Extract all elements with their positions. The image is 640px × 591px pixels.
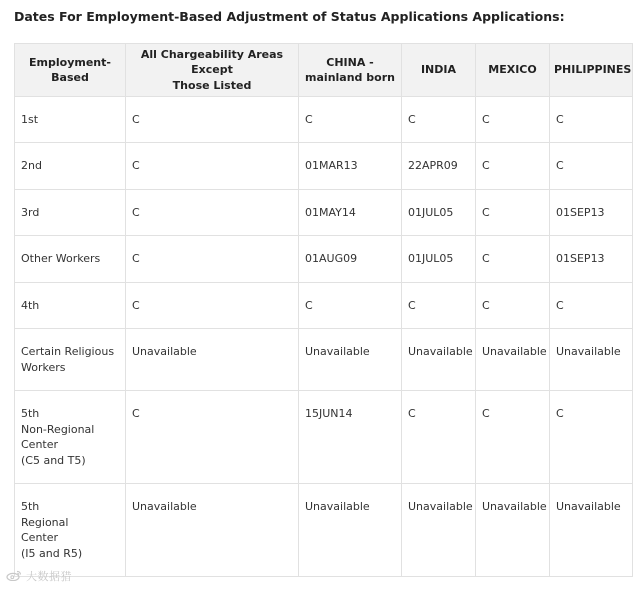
table-cell: Unavailable <box>402 329 476 391</box>
table-cell: 01JUL05 <box>402 190 476 236</box>
table-row <box>15 329 633 391</box>
table-cell: C <box>550 97 633 143</box>
page-title: Dates For Employment-Based Adjustment of Status Applications Applications: <box>14 9 565 24</box>
watermark <box>6 568 72 584</box>
table-cell: C <box>550 283 633 329</box>
header-row <box>15 44 633 97</box>
row-category-cell: 4th <box>15 283 126 329</box>
table-cell: C <box>402 97 476 143</box>
table-cell: C <box>126 143 299 190</box>
table-cell: C <box>126 283 299 329</box>
table-row <box>15 283 633 329</box>
table-cell: C <box>476 236 550 283</box>
table-cell: C <box>476 283 550 329</box>
row-category-cell: 3rd <box>15 190 126 236</box>
table-row <box>15 391 633 484</box>
row-category-cell: 5th Regional Center (I5 and R5) <box>15 484 126 577</box>
header-employment-based: Employment- Based <box>15 44 126 97</box>
table-cell: 01AUG09 <box>299 236 402 283</box>
row-category-cell: Certain Religious Workers <box>15 329 126 391</box>
watermark-text: 大数据猎 <box>26 570 72 583</box>
table-cell: C <box>126 391 299 484</box>
table-cell: Unavailable <box>402 484 476 577</box>
table-cell: C <box>402 283 476 329</box>
table-cell: C <box>476 143 550 190</box>
table-cell: 01SEP13 <box>550 190 633 236</box>
header-mexico: MEXICO <box>476 44 550 97</box>
table-row <box>15 236 633 283</box>
row-category-cell: 2nd <box>15 143 126 190</box>
table-cell: Unavailable <box>126 484 299 577</box>
header-india: INDIA <box>402 44 476 97</box>
table-cell: Unavailable <box>550 329 633 391</box>
row-category-cell: 5th Non-Regional Center (C5 and T5) <box>15 391 126 484</box>
table-cell: C <box>550 143 633 190</box>
table-cell: C <box>550 391 633 484</box>
table-cell: Unavailable <box>476 329 550 391</box>
table-cell: C <box>476 97 550 143</box>
row-category-cell: Other Workers <box>15 236 126 283</box>
table-row <box>15 484 633 577</box>
table-cell: C <box>476 391 550 484</box>
table-cell: Unavailable <box>299 484 402 577</box>
table-cell: 15JUN14 <box>299 391 402 484</box>
table-row <box>15 190 633 236</box>
table-cell: 01MAY14 <box>299 190 402 236</box>
table-cell: C <box>299 97 402 143</box>
table-cell: C <box>299 283 402 329</box>
table-cell: C <box>402 391 476 484</box>
table-cell: 22APR09 <box>402 143 476 190</box>
table-cell: Unavailable <box>550 484 633 577</box>
visa-bulletin-table <box>14 43 633 577</box>
table-cell: 01MAR13 <box>299 143 402 190</box>
table-cell: C <box>126 97 299 143</box>
table-cell: C <box>126 236 299 283</box>
row-category-cell: 1st <box>15 97 126 143</box>
header-all-chargeability: All Chargeability Areas Except Those Listed <box>126 44 299 97</box>
header-philippines: PHILIPPINES <box>550 44 633 97</box>
weibo-logo-icon <box>6 570 22 581</box>
table-cell: C <box>126 190 299 236</box>
table-cell: Unavailable <box>299 329 402 391</box>
table-row <box>15 97 633 143</box>
table-row <box>15 143 633 190</box>
table-cell: Unavailable <box>126 329 299 391</box>
table-cell: 01SEP13 <box>550 236 633 283</box>
table-cell: 01JUL05 <box>402 236 476 283</box>
header-china: CHINA - mainland born <box>299 44 402 97</box>
table-cell: Unavailable <box>476 484 550 577</box>
table-cell: C <box>476 190 550 236</box>
